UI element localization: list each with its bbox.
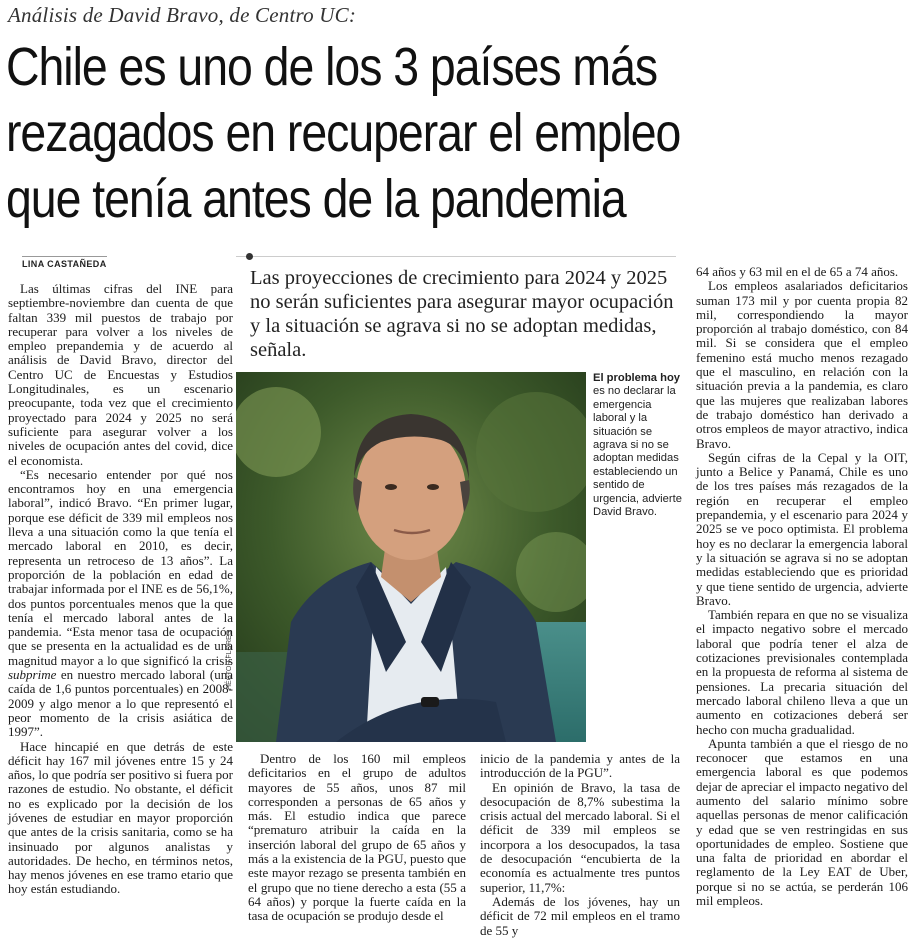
column-4	[696, 265, 908, 908]
caption-body: es no declarar la emergencia laboral y la situación se agrava si no se adoptan medidas estableciendo un sentido de urgencia, advierte David Bravo.	[593, 385, 682, 519]
col4-paragraph-1: Los empleos asalariados deficitarios suman 173 mil y por cuenta propia 82 mil, correspondiendo la mayor proporción al trabajo doméstico, con 84 mil. Si se considera que el empleo femenino está mucho menos rezagado que el masculino, en relación con la situación previa a la pandemia, es claro que las mujeres que realizaban labores de trabajo doméstico han derivado a otros empleos de mayor atractivo, indica Bravo.	[696, 278, 908, 451]
col4-paragraph-2: Según cifras de la Cepal y la OIT, junto a Belice y Panamá, Chile es uno de los tres países más rezagados de la región en recuperar el empleo prepandemia, y el escenario para 2024 y 2025 se ve poco optimista. El problema hoy es no declarar la emergencia laboral y la situación se agrava si no se adoptan medidas estableciendo que es prioridad y que tiene sentido de urgencia, advierte Bravo.	[696, 449, 908, 608]
deck-bullet	[246, 253, 253, 260]
photo-credit: HÉCTOR FLORES	[226, 630, 233, 690]
deck-rule	[236, 256, 676, 257]
col1-paragraph-3: Hace hincapié en que detrás de este déficit hay 167 mil jóvenes entre 15 y 24 años, lo que podría ser positivo si fuera por razones de estudio. No obstante, el déficit no es explicado por la decisión de los jóvenes de estudiar en mayor proporción que antes de la crisis sanitaria, como se ha insinuado por algunos analistas y autoridades. De hecho, en términos netos, hay menos jóvenes en ese tramo etario que hoy están estudiando.	[8, 738, 233, 897]
col4-paragraph-4: Apunta también a que el riesgo de no reconocer que estamos en una emergencia laboral es que podemos dejar de apreciar el impacto negativo del aumento del salario mínimo sobre aquellas personas de menor calificación y edad que se ven restringidas en sus oportunidades de empleo. Sostiene que una falta de prioridad en abordar el reglamento de la Ley EAT de Uber, porque si no se actúa, se perderán 106 mil empleos.	[696, 735, 908, 909]
deck: Las proyecciones de crecimiento para 2024 y 2025 no serán suficientes para asegurar mayor ocupación y la situación se agrava si no se adoptan medidas, señala.	[250, 267, 674, 361]
portrait-illustration	[236, 372, 586, 742]
column-2	[248, 752, 466, 924]
headline	[6, 34, 909, 232]
portrait-photo	[236, 372, 586, 742]
headline-line-1: Chile es uno de los 3 países más	[6, 37, 658, 97]
col1-paragraph-1: Las últimas cifras del INE para septiembre-noviembre dan cuenta de que faltan 339 mil puestos de trabajo por recuperar para volver a los niveles de empleo prepandemia y de acuerdo al análisis de David Bravo, director del Centro UC de Encuestas y Estudios Longitudinales, es un escenario preocupante, toda vez que el crecimiento proyectado para 2024 y 2025 no será suficiente para asegurar volver a los niveles de ocupación antes del covid, dice el economista.	[8, 281, 233, 468]
caption-lead: El problema hoy	[593, 372, 681, 384]
photo-caption	[593, 372, 683, 519]
byline: LINA CASTAÑEDA	[22, 256, 107, 269]
col3-paragraph-0: inicio de la pandemia y antes de la introducción de la PGU”.	[480, 751, 680, 781]
col1-p2-part-a: “Es necesario entender por qué nos encontramos hoy en una emergencia laboral”, indicó Bravo. “En primer lugar, porque ese déficit de 339 mil empleos nos lleva a una situación como la que tenía el mercado laboral en 2010, es decir, representa un retroceso de 13 años”. La proporción de la población en edad de trabajar informada por el INE es de 56,1%, dos puntos porcentuales menos que la que tenía el mercado laboral antes de la pandemia. “Esta menor tasa de ocupación que se presenta en la actualidad es de una magnitud mayor a lo que significó la crisis	[8, 466, 233, 668]
column-3	[480, 752, 680, 938]
col1-p2-italic: subprime	[8, 667, 57, 683]
col1-p2-part-b: en nuestro mercado laboral (una caída de 1,6 puntos porcentuales) en 2008-2009 y algo menor a lo que representó el peor momento de la crisis asiática de 1997”.	[8, 667, 233, 740]
kicker: Análisis de David Bravo, de Centro UC:	[8, 3, 357, 27]
col1-paragraph-2	[8, 468, 233, 740]
col2-paragraph-1: Dentro de los 160 mil empleos deficitarios en el grupo de adultos mayores de 55 años, unos 87 mil corresponden a personas de 65 años y más. El estudio indica que parece “prematuro atribuir la caída en la inserción laboral del grupo de 65 años y más a la existencia de la PGU, puesto que este mayor rezago se presenta también en el grupo que no tiene derecho a esta (55 a 64 años) y porque la fuerte caída en la tasa de ocupación se produjo desde el	[248, 751, 466, 924]
column-1	[8, 282, 233, 897]
col4-paragraph-3: También repara en que no se visualiza el impacto negativo sobre el mercado laboral que podría tener el alza de cotizaciones previsionales contemplada en la propuesta de reforma al sistema de pensiones. La precaria situación del mercado laboral chileno lleva a que un aumento en cotizaciones deberá ser hecho con mucha gradualidad.	[696, 607, 908, 737]
headline-line-2: rezagados en recuperar el empleo	[6, 103, 681, 163]
col3-paragraph-2: Además de los jóvenes, hay un déficit de 72 mil empleos en el tramo de 55 y	[480, 893, 680, 938]
col4-paragraph-0: 64 años y 63 mil en el de 65 a 74 años.	[696, 264, 899, 279]
col3-paragraph-1: En opinión de Bravo, la tasa de desocupación de 8,7% subestima la crisis actual del mercado laboral. Si el déficit de 339 mil empleos se incorpora a los desocupados, la tasa de desocupación “encubierta de la economía es actualmente tres puntos superior, 11,7%:	[480, 779, 680, 895]
headline-line-3: que tenía antes de la pandemia	[6, 169, 626, 229]
